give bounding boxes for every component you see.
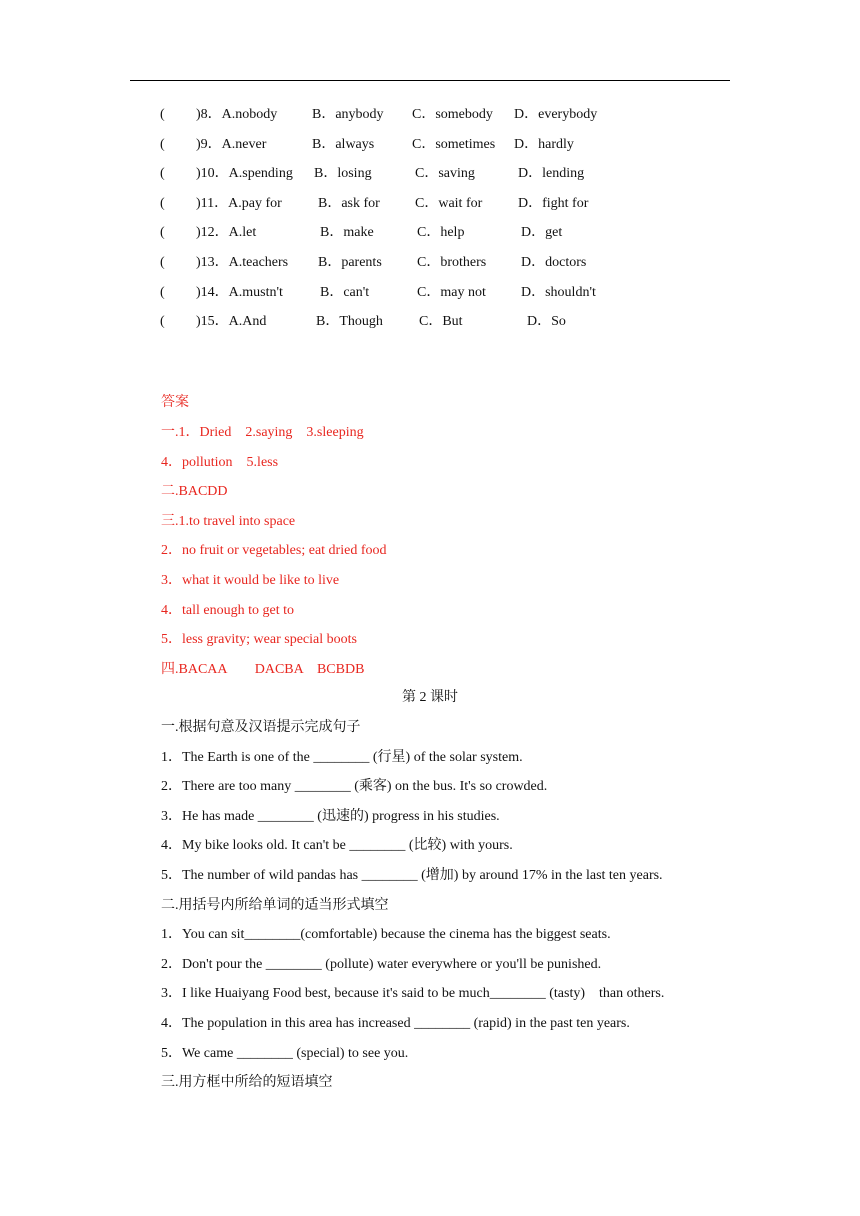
mcq-d: D．get: [521, 225, 563, 241]
answer-line: 2．no fruit or vegetables; eat dried food: [161, 543, 387, 559]
mcq-c: C．saving: [415, 166, 475, 182]
mcq-d: D．shouldn't: [521, 284, 596, 300]
mcq-num: )10．A.spending: [196, 166, 293, 182]
mcq-d: D．doctors: [521, 255, 587, 270]
answer-line: 4．pollution 5.less: [161, 454, 279, 470]
exercise-line: 5．We came ________ (special) to see you.: [161, 1045, 409, 1061]
answer-line: 3．what it would be like to live: [161, 573, 340, 588]
mcq-d: D．everybody: [514, 107, 598, 122]
exercise-line: 4．My bike looks old. It can't be ________ (比较) with yours.: [161, 838, 513, 854]
mcq-c: C．help: [417, 225, 465, 241]
mcq-paren: (: [160, 225, 165, 241]
mcq-paren: (: [160, 284, 165, 300]
mcq-paren: (: [160, 314, 165, 330]
answer-line: 三.1.to travel into space: [161, 513, 296, 529]
exercise-line: 4．The population in this area has increased ________ (rapid) in the past ten years.: [161, 1016, 630, 1031]
mcq-b: B．can't: [320, 284, 370, 300]
answer-line: 5．less gravity; wear special boots: [161, 632, 357, 648]
mcq-d: D．So: [527, 314, 566, 330]
exercise-line: 2．Don't pour the ________ (pollute) water everywhere or you'll be punished.: [161, 956, 602, 972]
mcq-num: )15．A.And: [196, 314, 267, 330]
exercise-line: 5．The number of wild pandas has ________ (增加) by around 17% in the last ten years.: [161, 868, 663, 883]
lesson-title: 第 2 课时: [402, 690, 458, 705]
exercise-line: 2．There are too many ________ (乘客) on the bus. It's so crowded.: [161, 779, 548, 795]
exercise-line: 1．You can sit________(comfortable) because the cinema has the biggest seats.: [161, 927, 611, 943]
mcq-num: )11．A.pay for: [196, 195, 282, 211]
mcq-b: B．ask for: [318, 195, 380, 211]
mcq-b: B．make: [320, 225, 374, 241]
mcq-paren: (: [160, 107, 165, 122]
exercise-line: 二.用括号内所给单词的适当形式填空: [161, 897, 389, 913]
mcq-c: C．may not: [417, 284, 486, 300]
answer-line: 4．tall enough to get to: [161, 602, 294, 618]
mcq-d: D．fight for: [518, 195, 589, 211]
mcq-b: B．anybody: [312, 107, 384, 122]
mcq-paren: (: [160, 195, 165, 211]
mcq-paren: (: [160, 136, 165, 152]
mcq-num: )8．A.nobody: [196, 107, 278, 122]
mcq-d: D．hardly: [514, 136, 574, 152]
answer-line: 一.1．Dried 2.saying 3.sleeping: [161, 425, 364, 440]
mcq-c: C．somebody: [412, 107, 493, 122]
mcq-paren: (: [160, 166, 165, 182]
exercise-line: 3．He has made ________ (迅速的) progress in his studies.: [161, 808, 500, 824]
mcq-c: C．wait for: [415, 195, 483, 211]
answer-line: 四.BACAA DACBA BCBDB: [161, 661, 365, 677]
mcq-b: B．parents: [318, 255, 382, 270]
exercise-line: 三.用方框中所给的短语填空: [161, 1075, 333, 1091]
mcq-c: C．sometimes: [412, 136, 496, 152]
header-rule: [130, 80, 730, 81]
mcq-num: )9．A.never: [196, 136, 267, 152]
mcq-b: B．Though: [316, 314, 383, 330]
exercise-line: 1．The Earth is one of the ________ (行星) of the solar system.: [161, 749, 523, 765]
mcq-c: C．But: [419, 314, 463, 330]
mcq-paren: (: [160, 255, 165, 270]
mcq-num: )12．A.let: [196, 225, 257, 241]
mcq-b: B．always: [312, 136, 375, 152]
exercise-line: 3．I like Huaiyang Food best, because it's said to be much________ (tasty) than others.: [161, 986, 665, 1002]
answers-heading: 答案: [161, 395, 189, 410]
mcq-b: B．losing: [314, 166, 372, 182]
mcq-c: C．brothers: [417, 255, 487, 270]
answer-line: 二.BACDD: [161, 484, 228, 500]
mcq-num: )14．A.mustn't: [196, 284, 283, 300]
exercise-line: 一.根据句意及汉语提示完成句子: [161, 720, 361, 735]
mcq-d: D．lending: [518, 166, 585, 182]
mcq-num: )13．A.teachers: [196, 255, 289, 270]
